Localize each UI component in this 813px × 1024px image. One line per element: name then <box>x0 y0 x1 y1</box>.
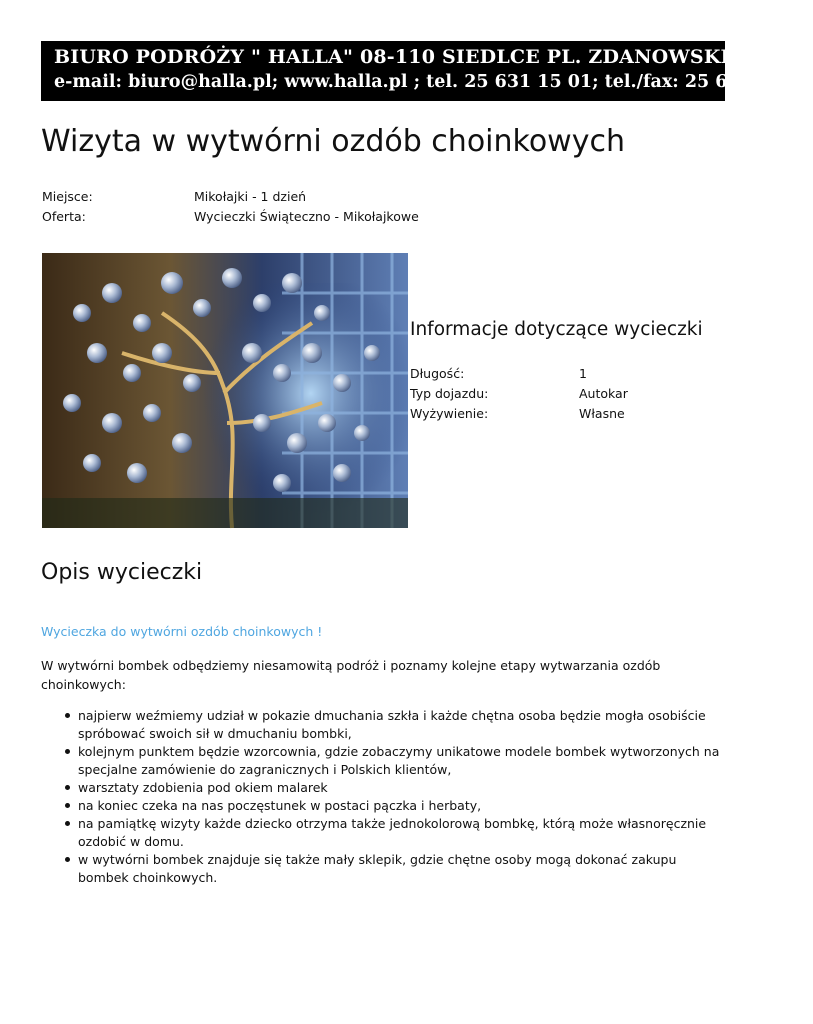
page-title: Wizyta w wytwórni ozdób choinkowych <box>41 124 625 159</box>
description-points <box>41 707 728 887</box>
meta-value: Mikołajki - 1 dzień <box>194 189 307 204</box>
info-value: 1 <box>579 366 587 381</box>
info-row-meals <box>410 404 710 424</box>
info-rows <box>410 364 710 424</box>
description-lead: Wycieczka do wytwórni ozdób choinkowych ! <box>41 624 323 639</box>
list-item: w wytwórni bombek znajduje się także mały sklepik, gdzie chętne osoby mogą dokonać zakupu bombek choinkowych. <box>78 851 728 887</box>
meta-label: Oferta: <box>42 209 86 224</box>
info-value: Własne <box>579 406 625 421</box>
info-value: Autokar <box>579 386 628 401</box>
meta-value: Wycieczki Świąteczno - Mikołajkowe <box>194 209 419 224</box>
meta-label: Miejsce: <box>42 189 93 204</box>
info-row-length <box>410 364 710 384</box>
info-row-transport <box>410 384 710 404</box>
list-item: najpierw weźmiemy udział w pokazie dmuchania szkła i każde chętna osoba będzie mogła osobiście spróbować swoich sił w dmuchaniu bombki, <box>78 707 728 743</box>
trip-photo <box>42 253 408 528</box>
header-banner <box>41 41 813 101</box>
list-item: warsztaty zdobienia pod okiem malarek <box>78 779 728 797</box>
trip-meta <box>42 187 419 227</box>
banner-contact-line: e-mail: biuro@halla.pl; www.halla.pl ; tel. 25 631 15 01; tel./fax: 25 633 02 44 <box>54 72 813 92</box>
list-item: kolejnym punktem będzie wzorcownia, gdzie zobaczymy unikatowe modele bombek wytworzonych na specjalne zamówienie do zagranicznych i Polskich klientów, <box>78 743 728 779</box>
info-label: Typ dojazdu: <box>410 386 489 401</box>
meta-row-offer <box>42 207 419 227</box>
list-item: na pamiątkę wizyty każde dziecko otrzyma także jednokolorową bombkę, którą może własnoręcznie ozdobić w domu. <box>78 815 728 851</box>
info-label: Długość: <box>410 366 465 381</box>
info-label: Wyżywienie: <box>410 406 489 421</box>
description-heading: Opis wycieczki <box>41 560 203 585</box>
meta-row-place <box>42 187 419 207</box>
info-heading: Informacje dotyczące wycieczki <box>410 319 703 340</box>
description-paragraph: W wytwórni bombek odbędziemy niesamowitą podróż i poznamy kolejne etapy wytwarzania ozdób choinkowych: <box>41 658 661 692</box>
banner-address-line: BIURO PODRÓŻY " HALLA" 08-110 SIEDLCE PL. ZDANOWSKIEGO 1 <box>54 46 798 68</box>
list-item: na koniec czeka na nas poczęstunek w postaci pączka i herbaty, <box>78 797 728 815</box>
trip-info <box>410 316 710 424</box>
